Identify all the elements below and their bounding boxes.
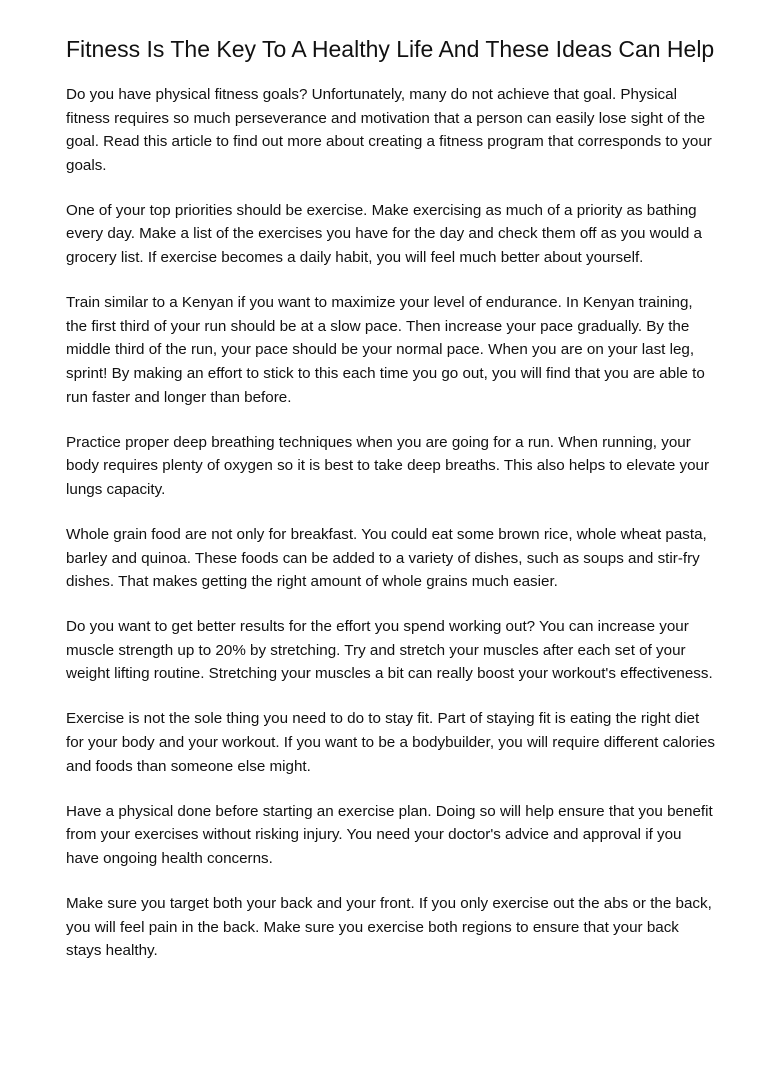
paragraph-2: One of your top priorities should be exercise. Make exercising as much of a priority as bathing every day. Make a list of the exercises you have for the day and check them off as you would a grocery list. If exercise becomes a daily habit, you will feel much better about yourself.	[66, 201, 702, 267]
paragraph-8: Have a physical done before starting an exercise plan. Doing so will help ensure that you benefit from your exercises without risking injury. You need your doctor's advice and approval if you have ongoing health concerns.	[66, 802, 713, 867]
paragraph-3: Train similar to a Kenyan if you want to maximize your level of endurance. In Kenyan training, the first third of your run should be at a slow pace. Then increase your pace gradually. By the middle third of the run, your pace should be your normal pace. When you are on your last leg, sprint! By making an effort to stick to this each time you go out, you will find that you are able to run faster and longer than before.	[66, 294, 705, 406]
paragraph-1: Do you have physical fitness goals? Unfortunately, many do not achieve that goal. Physical fitness requires so much perseverance and motivation that a person can easily lose sight of the goal. Read this article to find out more about creating a fitness program that corresponds to your goals.	[66, 86, 712, 174]
paragraph-9: Make sure you target both your back and your front. If you only exercise out the abs or the back, you will feel pain in the back. Make sure you exercise both regions to ensure that your back stays healthy.	[66, 895, 712, 960]
paragraph-7: Exercise is not the sole thing you need to do to stay fit. Part of staying fit is eating the right diet for your body and your workout. If you want to be a bodybuilder, you will require different calories and foods than someone else might.	[66, 710, 715, 775]
paragraph-5: Whole grain food are not only for breakfast. You could eat some brown rice, whole wheat pasta, barley and quinoa. These foods can be added to a variety of dishes, such as soups and stir-fry dishes. That makes getting the right amount of whole grains much easier.	[66, 525, 707, 591]
document-page	[66, 38, 716, 984]
paragraph-4: Practice proper deep breathing techniques when you are going for a run. When running, your body requires plenty of oxygen so it is best to take deep breaths. This also helps to elevate your lungs capacity.	[66, 433, 710, 498]
paragraph-6: Do you want to get better results for the effort you spend working out? You can increase your muscle strength up to 20% by stretching. Try and stretch your muscles after each set of your weight lifting routine. Stretching your muscles a bit can really boost your workout's effectiveness.	[66, 618, 713, 683]
page-title: Fitness Is The Key To A Healthy Life And These Ideas Can Help	[66, 36, 715, 62]
